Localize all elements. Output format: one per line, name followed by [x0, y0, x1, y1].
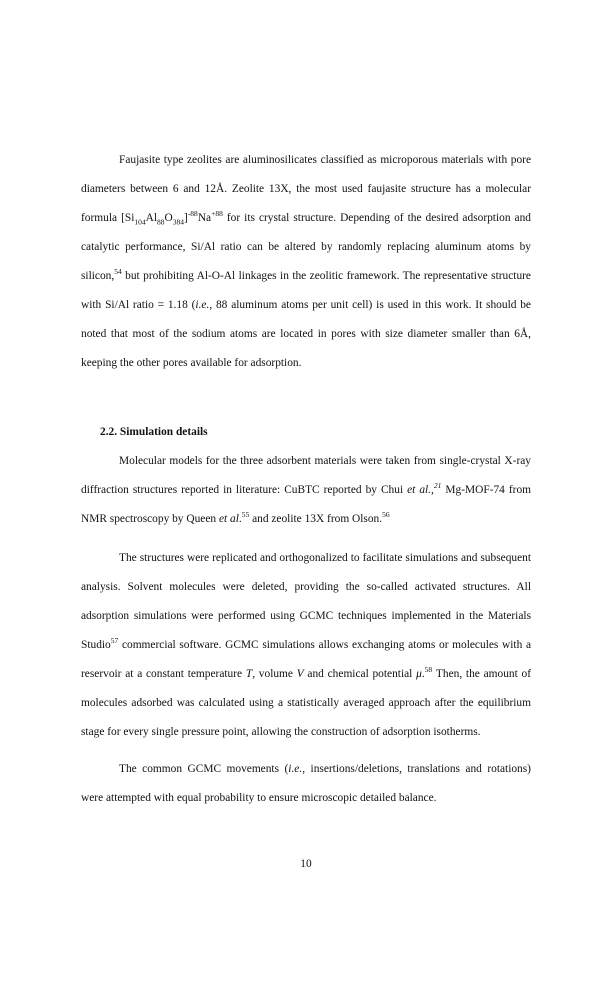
spacer — [81, 747, 531, 755]
superscript: -88 — [187, 209, 198, 219]
citation-superscript: 55 — [241, 510, 250, 520]
citation-superscript: 21 — [433, 481, 442, 491]
italic-text: et al — [218, 513, 239, 525]
subscript: 104 — [134, 217, 146, 227]
page-number: 10 — [300, 858, 312, 870]
text: The structures were replicated and orthogonalized to facilitate simulations and subsequent analysis. Solvent molecules were deleted, providing the so-called activated structures. All adsorption simulations were performed using GCMC techniques implemented in the Materials Studio — [81, 552, 531, 651]
paragraph-faujasite — [81, 146, 531, 378]
citation-superscript: 58 — [424, 665, 433, 675]
text: Faujasite type zeolites are aluminosilicates classified as microporous materials with pore diameters between 6 and 12Å. Zeolite 13X, the most used faujasite structure has a molecular formula [Si — [81, 154, 531, 224]
text: O — [164, 212, 173, 224]
subscript: 384 — [172, 217, 185, 227]
text: Mg-MOF-74 from NMR spectroscopy by Queen — [81, 484, 532, 525]
text: , insertions/deletions, translations and rotations) were attempted with equal probability to ensure microscopic detailed balance. — [81, 763, 531, 804]
text: but prohibiting Al-O-Al linkages in the zeolitic framework. The representative structure with Si/Al ratio = 1.18 ( — [81, 270, 531, 311]
paragraph-gcmc-movements — [81, 755, 531, 813]
citation-superscript: 54 — [114, 267, 122, 277]
paragraph-structures — [81, 544, 531, 747]
italic-text: μ — [416, 668, 422, 680]
text: Na — [197, 212, 212, 224]
superscript: +88 — [211, 209, 223, 219]
text: and chemical potential — [303, 668, 417, 680]
italic-text: i.e. — [288, 763, 303, 775]
italic-text: i.e. — [195, 299, 210, 311]
citation-superscript: 56 — [382, 510, 390, 520]
italic-text: V — [296, 668, 304, 680]
spacer — [81, 534, 531, 544]
text: , 88 aluminum atoms per unit cell) is used in this work. It should be noted that most of the sodium atoms are located in pores with size diameter smaller than 6Å, keeping the other pores available for adsorption. — [81, 299, 531, 369]
citation-superscript: 57 — [110, 636, 119, 646]
text: commercial software. GCMC simulations allows exchanging atoms or molecules with a reservoir at a constant temperature — [81, 639, 531, 680]
text: . — [238, 513, 242, 525]
text: ] — [184, 212, 188, 224]
text: The common GCMC movements ( — [119, 763, 289, 775]
section-heading: 2.2. Simulation details — [100, 426, 208, 438]
text: , volume — [252, 668, 297, 680]
text: Then, the amount of molecules adsorbed was calculated using a statistically averaged approach after the equilibrium stage for every single pressure point, allowing the construction of adsorption isotherms. — [81, 668, 531, 738]
text: and zeolite 13X from Olson. — [249, 513, 383, 525]
spacer — [81, 378, 531, 418]
subscript: 88 — [157, 217, 165, 227]
text: . — [421, 668, 425, 680]
text: for its crystal structure. Depending of the desired adsorption and catalytic performance, Si/Al ratio can be altered by randomly replacing aluminum atoms by silicon, — [81, 212, 531, 282]
paragraph-molecular-models — [81, 447, 531, 534]
text: Al — [145, 212, 158, 224]
italic-text: et al., — [407, 484, 434, 496]
page-body — [81, 146, 531, 813]
text: Molecular models for the three adsorbent materials were taken from single-crystal X-ray diffraction structures reported in literature: CuBTC reported by Chui — [81, 455, 531, 496]
italic-text: T — [245, 668, 253, 680]
